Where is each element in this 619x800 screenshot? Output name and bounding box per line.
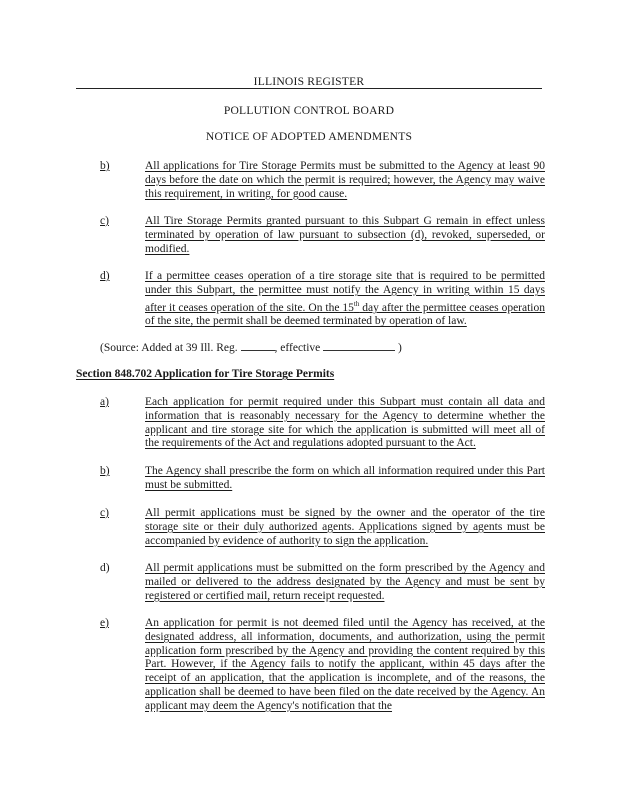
notice-title: NOTICE OF ADOPTED AMENDMENTS <box>205 130 413 143</box>
item-label: b) <box>100 160 110 172</box>
item-text: The Agency shall prescribe the form on which all information required under this Part must be submitted. <box>145 465 545 491</box>
board-title: POLLUTION CONTROL BOARD <box>223 104 395 117</box>
item-label: c) <box>100 507 109 519</box>
date-blank <box>323 340 395 351</box>
register-title: ILLINOIS REGISTER <box>253 75 365 88</box>
source-suffix: ) <box>398 342 402 354</box>
item-text: All Tire Storage Permits granted pursuant to this Subpart G remain in effect unless terminated by operation of law pursuant to subsection (d), revoked, superseded, or modified. <box>145 215 545 255</box>
header-rule <box>76 88 542 89</box>
item-text: An application for permit is not deemed filed until the Agency has received, at the designated address, all information, documents, and authorization, using the permit application form prescribed by the Agency and providing the content required by this Part. However, if the Agency fails to notify the applicant, within 45 days after the receipt of an application, that the application is incomplete, and of the reasons, the application shall be deemed to have been filed on the date received by the Agency. An applicant may deem the Agency's notification that the <box>145 617 545 712</box>
item-text: Each application for permit required under this Subpart must contain all data and information that is reasonably necessary for the Agency to determine whether the applicant and tire storage site for which the application is submitted will meet all of the requirements of the Act and regulations adopted pursuant to the Act. <box>145 396 545 450</box>
item-text-part1: If a permittee ceases operation of a tire storage site that is required to be permitted under this Subpart, the permittee must notify the Agency in writing within 15 days after it ceases operation of the site. On the 15 <box>145 270 545 314</box>
item-label: a) <box>100 396 109 408</box>
item-label: d) <box>100 562 110 574</box>
item-label: c) <box>100 215 109 227</box>
volume-blank <box>241 340 275 351</box>
item-text: All permit applications must be signed by the owner and the operator of the tire storage site or their duly authorized agents. Applications signed by agents must be accompanied by evidence of authority to sign the application. <box>145 507 545 547</box>
item-text: All permit applications must be submitted on the form prescribed by the Agency and mailed or delivered to the address designated by the Agency and must be sent by registered or certified mail, return receipt requested. <box>145 562 545 602</box>
item-label: b) <box>100 465 110 477</box>
source-prefix: (Source: Added at 39 Ill. Reg. <box>100 342 238 354</box>
item-text-part2: day after the permittee ceases operation of the site, the permit shall be deemed terminated by operation of law. <box>145 301 546 328</box>
item-label: d) <box>100 270 110 282</box>
item-text: All applications for Tire Storage Permits must be submitted to the Agency at least 90 days before the date on which the permit is required; however, the Agency may waive this requirement, in writing, for good cause. <box>145 160 545 200</box>
source-middle: , effective <box>274 342 321 354</box>
ordinal-suffix: th <box>353 299 360 308</box>
item-label: e) <box>100 617 109 629</box>
source-note <box>100 340 402 354</box>
item-text <box>145 270 545 329</box>
section-heading: Section 848.702 Application for Tire Storage Permits <box>76 368 335 380</box>
